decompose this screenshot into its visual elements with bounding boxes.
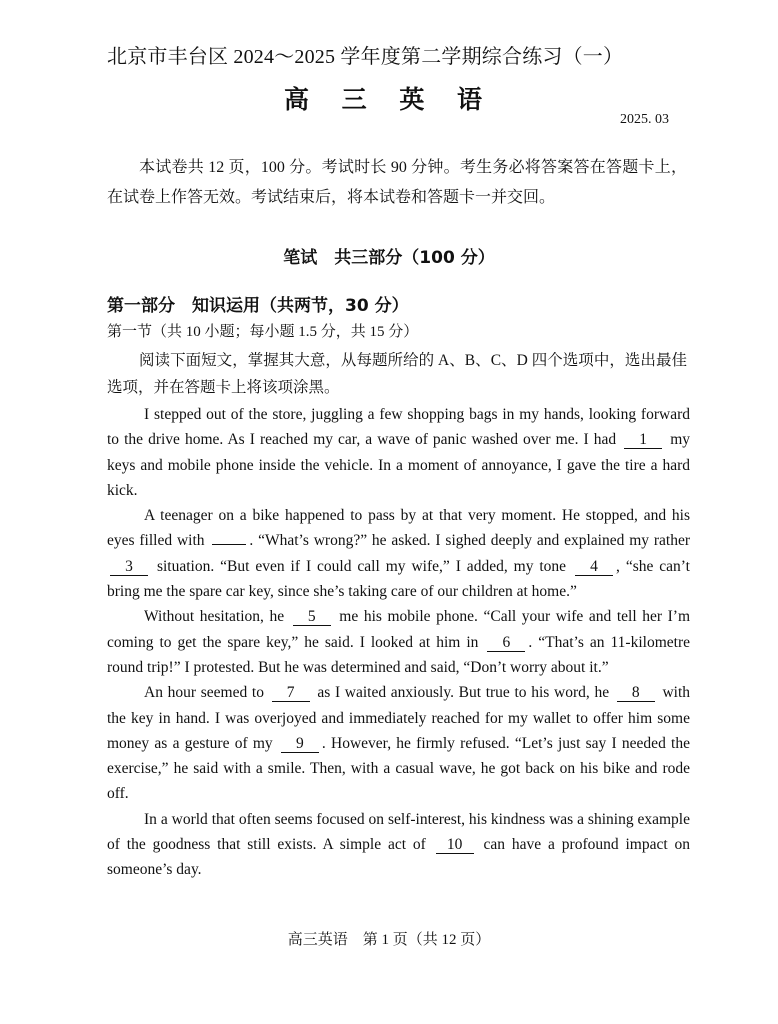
cloze-blank: 1 xyxy=(624,431,662,449)
exam-subject-title: 高 三 英 语 xyxy=(283,85,495,114)
passage-text: . However, he firmly refused. “Let’s just say I needed the exercise,” he said with a smile. Then, with a casual wave, he got back on his bike and rode off. xyxy=(107,734,690,803)
exam-instructions: 本试卷共 12 页，100 分。考试时长 90 分钟。考生务必将答案答在答题卡上，在试卷上作答无效。考试结束后，将本试卷和答题卡一并交回。 xyxy=(107,159,687,206)
section-one-heading: 第一节（共 10 小题；每小题 1.5 分，共 15 分） xyxy=(107,324,419,340)
passage-paragraph xyxy=(107,402,690,503)
passage-text: I stepped out of the store, juggling a few shopping bags in my hands, looking forward to the drive home. As I reached my car, a wave of panic washed over me. I had xyxy=(107,406,690,449)
exam-school-title: 北京市丰台区 2024～2025 学年度第二学期综合练习（一） xyxy=(107,46,624,68)
passage-paragraph xyxy=(107,503,690,604)
cloze-blank: 3 xyxy=(110,558,148,576)
passage-paragraph xyxy=(107,680,690,806)
cloze-blank xyxy=(212,544,246,545)
passage-text: An hour seemed to xyxy=(144,684,269,702)
exam-date: 2025. 03 xyxy=(620,112,669,127)
part-one-heading: 第一部分 知识运用（共两节，30 分） xyxy=(107,296,409,316)
passage-paragraph xyxy=(107,807,690,883)
written-test-heading: 笔试 共三部分（100 分） xyxy=(283,248,495,268)
passage-text: situation. “But even if I could call my wife,” I added, my tone xyxy=(151,557,572,575)
passage-text: with the key in hand. I was overjoyed and immediately reached for my wallet to offer him some money as a gesture of my xyxy=(107,684,691,752)
cloze-blank: 10 xyxy=(436,836,474,854)
section-instructions: 阅读下面短文，掌握其大意，从每题所给的 A、B、C、D 四个选项中，选出最佳选项，并在答题卡上将该项涂黑。 xyxy=(107,352,687,396)
passage-text: . “What’s wrong?” he asked. I sighed deeply and explained my rather xyxy=(249,532,691,550)
passage-text: can have a profound impact on someone’s day. xyxy=(107,836,691,879)
passage-text: . “That’s an 11-kilometre round trip!” I protested. But he was determined and said, “Don’t worry about it.” xyxy=(107,633,690,676)
passage-text: A teenager on a bike happened to pass by at that very moment. He stopped, and his eyes filled with xyxy=(107,507,690,550)
cloze-blank: 5 xyxy=(293,608,331,626)
passage-text: , “she can’t bring me the spare car key, since she’s taking care of our children at home.” xyxy=(107,557,690,601)
cloze-blank: 9 xyxy=(281,735,319,753)
cloze-blank: 7 xyxy=(272,684,310,702)
cloze-blank: 6 xyxy=(487,634,525,652)
cloze-blank: 4 xyxy=(575,558,613,576)
passage-text: as I waited anxiously. But true to his word, he xyxy=(312,684,614,702)
passage-paragraph xyxy=(107,604,690,680)
passage-text: me his mobile phone. “Call your wife and tell her I’m coming to get the spare key,” he said. I looked at him in xyxy=(107,608,691,651)
cloze-passage xyxy=(107,402,690,883)
page-footer: 高三英语 第 1 页（共 12 页） xyxy=(287,932,491,948)
cloze-blank: 8 xyxy=(617,684,655,702)
passage-text: Without hesitation, he xyxy=(144,608,290,626)
passage-text: In a world that often seems focused on self-interest, his kindness was a shining example of the goodness that still exists. A simple act of xyxy=(107,810,690,854)
passage-text: my keys and mobile phone inside the vehicle. In a moment of annoyance, I gave the tire a hard kick. xyxy=(107,431,690,499)
